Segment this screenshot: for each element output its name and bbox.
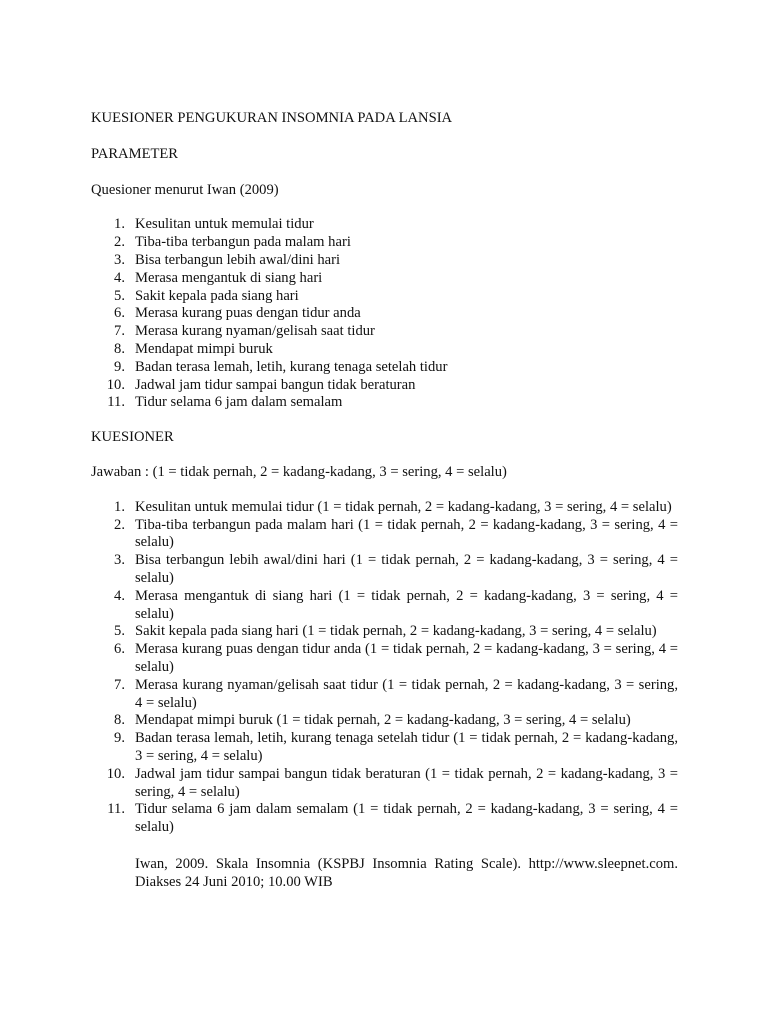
question-item xyxy=(91,588,678,624)
question-list xyxy=(91,499,678,837)
item-text: Bisa terbangun lebih awal/dini hari xyxy=(135,251,341,268)
question-item xyxy=(91,499,678,517)
item-text: Merasa mengantuk di siang hari xyxy=(135,269,323,286)
item-text: Merasa kurang nyaman/gelisah saat tidur xyxy=(135,323,375,340)
question-text: Merasa mengantuk di siang hari (1 = tidak pernah, 2 = kadang-kadang, 3 = sering, 4 = selalu) xyxy=(135,587,678,622)
item-text: Sakit kepala pada siang hari xyxy=(135,287,299,304)
question-item xyxy=(91,623,678,641)
reference-citation: Iwan, 2009. Skala Insomnia (KSPBJ Insomnia Rating Scale). http://www.sleepnet.com. Diakses 24 Juni 2010; 10.00 WIB xyxy=(135,855,678,890)
item-number: 3. xyxy=(114,552,125,569)
question-text: Tiba-tiba terbangun pada malam hari (1 = tidak pernah, 2 = kadang-kadang, 3 = sering, 4 = selalu) xyxy=(135,516,678,551)
item-number: 7. xyxy=(114,676,125,693)
item-text: Tiba-tiba terbangun pada malam hari xyxy=(135,234,351,251)
item-number: 7. xyxy=(114,323,125,340)
list-item xyxy=(91,359,678,377)
question-item xyxy=(91,517,678,553)
list-item xyxy=(91,394,678,412)
item-number: 11. xyxy=(107,394,125,411)
item-number: 5. xyxy=(114,287,125,304)
item-number: 10. xyxy=(106,376,125,393)
parameter-heading: PARAMETER xyxy=(91,145,179,162)
question-item xyxy=(91,677,678,713)
question-item xyxy=(91,712,678,730)
question-text: Badan terasa lemah, letih, kurang tenaga setelah tidur (1 = tidak pernah, 2 = kadang-kadang, 3 = sering, 4 = selalu) xyxy=(135,730,678,764)
item-number: 3. xyxy=(114,251,125,268)
item-number: 2. xyxy=(114,516,125,533)
question-item xyxy=(91,801,678,837)
item-number: 8. xyxy=(114,712,125,729)
item-number: 4. xyxy=(114,269,125,286)
item-number: 4. xyxy=(114,587,125,604)
item-number: 9. xyxy=(114,358,125,375)
source-line: Quesioner menurut Iwan (2009) xyxy=(91,181,279,198)
list-item xyxy=(91,377,678,395)
list-item xyxy=(91,270,678,288)
question-text: Jadwal jam tidur sampai bangun tidak beraturan (1 = tidak pernah, 2 = kadang-kadang, 3 = sering, 4 = selalu) xyxy=(135,765,678,800)
kuesioner-heading: KUESIONER xyxy=(91,429,174,446)
question-text: Merasa kurang puas dengan tidur anda (1 = tidak pernah, 2 = kadang-kadang, 3 = sering, 4 = selalu) xyxy=(135,641,678,675)
item-text: Tidur selama 6 jam dalam semalam xyxy=(135,394,343,411)
item-number: 9. xyxy=(114,730,125,747)
item-text: Merasa kurang puas dengan tidur anda xyxy=(135,305,361,322)
item-number: 6. xyxy=(114,641,125,658)
item-number: 6. xyxy=(114,305,125,322)
item-text: Badan terasa lemah, letih, kurang tenaga setelah tidur xyxy=(135,358,448,375)
item-number: 1. xyxy=(114,498,125,515)
item-number: 11. xyxy=(107,801,125,818)
list-item xyxy=(91,234,678,252)
question-text: Mendapat mimpi buruk (1 = tidak pernah, 2 = kadang-kadang, 3 = sering, 4 = selalu) xyxy=(135,712,631,729)
list-item xyxy=(91,305,678,323)
question-text: Bisa terbangun lebih awal/dini hari (1 = tidak pernah, 2 = kadang-kadang, 3 = sering, 4 = selalu) xyxy=(135,552,678,586)
question-item xyxy=(91,641,678,677)
item-number: 5. xyxy=(114,623,125,640)
item-number: 2. xyxy=(114,234,125,251)
list-item xyxy=(91,323,678,341)
list-item xyxy=(91,216,678,234)
question-item xyxy=(91,552,678,588)
question-text: Kesulitan untuk memulai tidur (1 = tidak pernah, 2 = kadang-kadang, 3 = sering, 4 = selalu) xyxy=(135,498,672,515)
item-text: Mendapat mimpi buruk xyxy=(135,340,273,357)
question-item xyxy=(91,766,678,802)
list-item xyxy=(91,252,678,270)
document-title: KUESIONER PENGUKURAN INSOMNIA PADA LANSIA xyxy=(91,110,453,126)
list-item xyxy=(91,341,678,359)
item-number: 8. xyxy=(114,340,125,357)
item-number: 1. xyxy=(114,216,125,233)
question-text: Sakit kepala pada siang hari (1 = tidak pernah, 2 = kadang-kadang, 3 = sering, 4 = selalu) xyxy=(135,623,657,640)
question-text: Merasa kurang nyaman/gelisah saat tidur (1 = tidak pernah, 2 = kadang-kadang, 3 = sering, 4 = selalu) xyxy=(135,676,678,711)
question-item xyxy=(91,730,678,766)
parameter-list xyxy=(91,216,678,412)
item-text: Jadwal jam tidur sampai bangun tidak beraturan xyxy=(135,376,416,393)
item-number: 10. xyxy=(106,765,125,782)
item-text: Kesulitan untuk memulai tidur xyxy=(135,216,314,233)
list-item xyxy=(91,288,678,306)
question-text: Tidur selama 6 jam dalam semalam (1 = tidak pernah, 2 = kadang-kadang, 3 = sering, 4 = selalu) xyxy=(135,801,678,836)
document-page xyxy=(91,110,678,906)
answer-key-line: Jawaban : (1 = tidak pernah, 2 = kadang-kadang, 3 = sering, 4 = selalu) xyxy=(91,463,507,480)
